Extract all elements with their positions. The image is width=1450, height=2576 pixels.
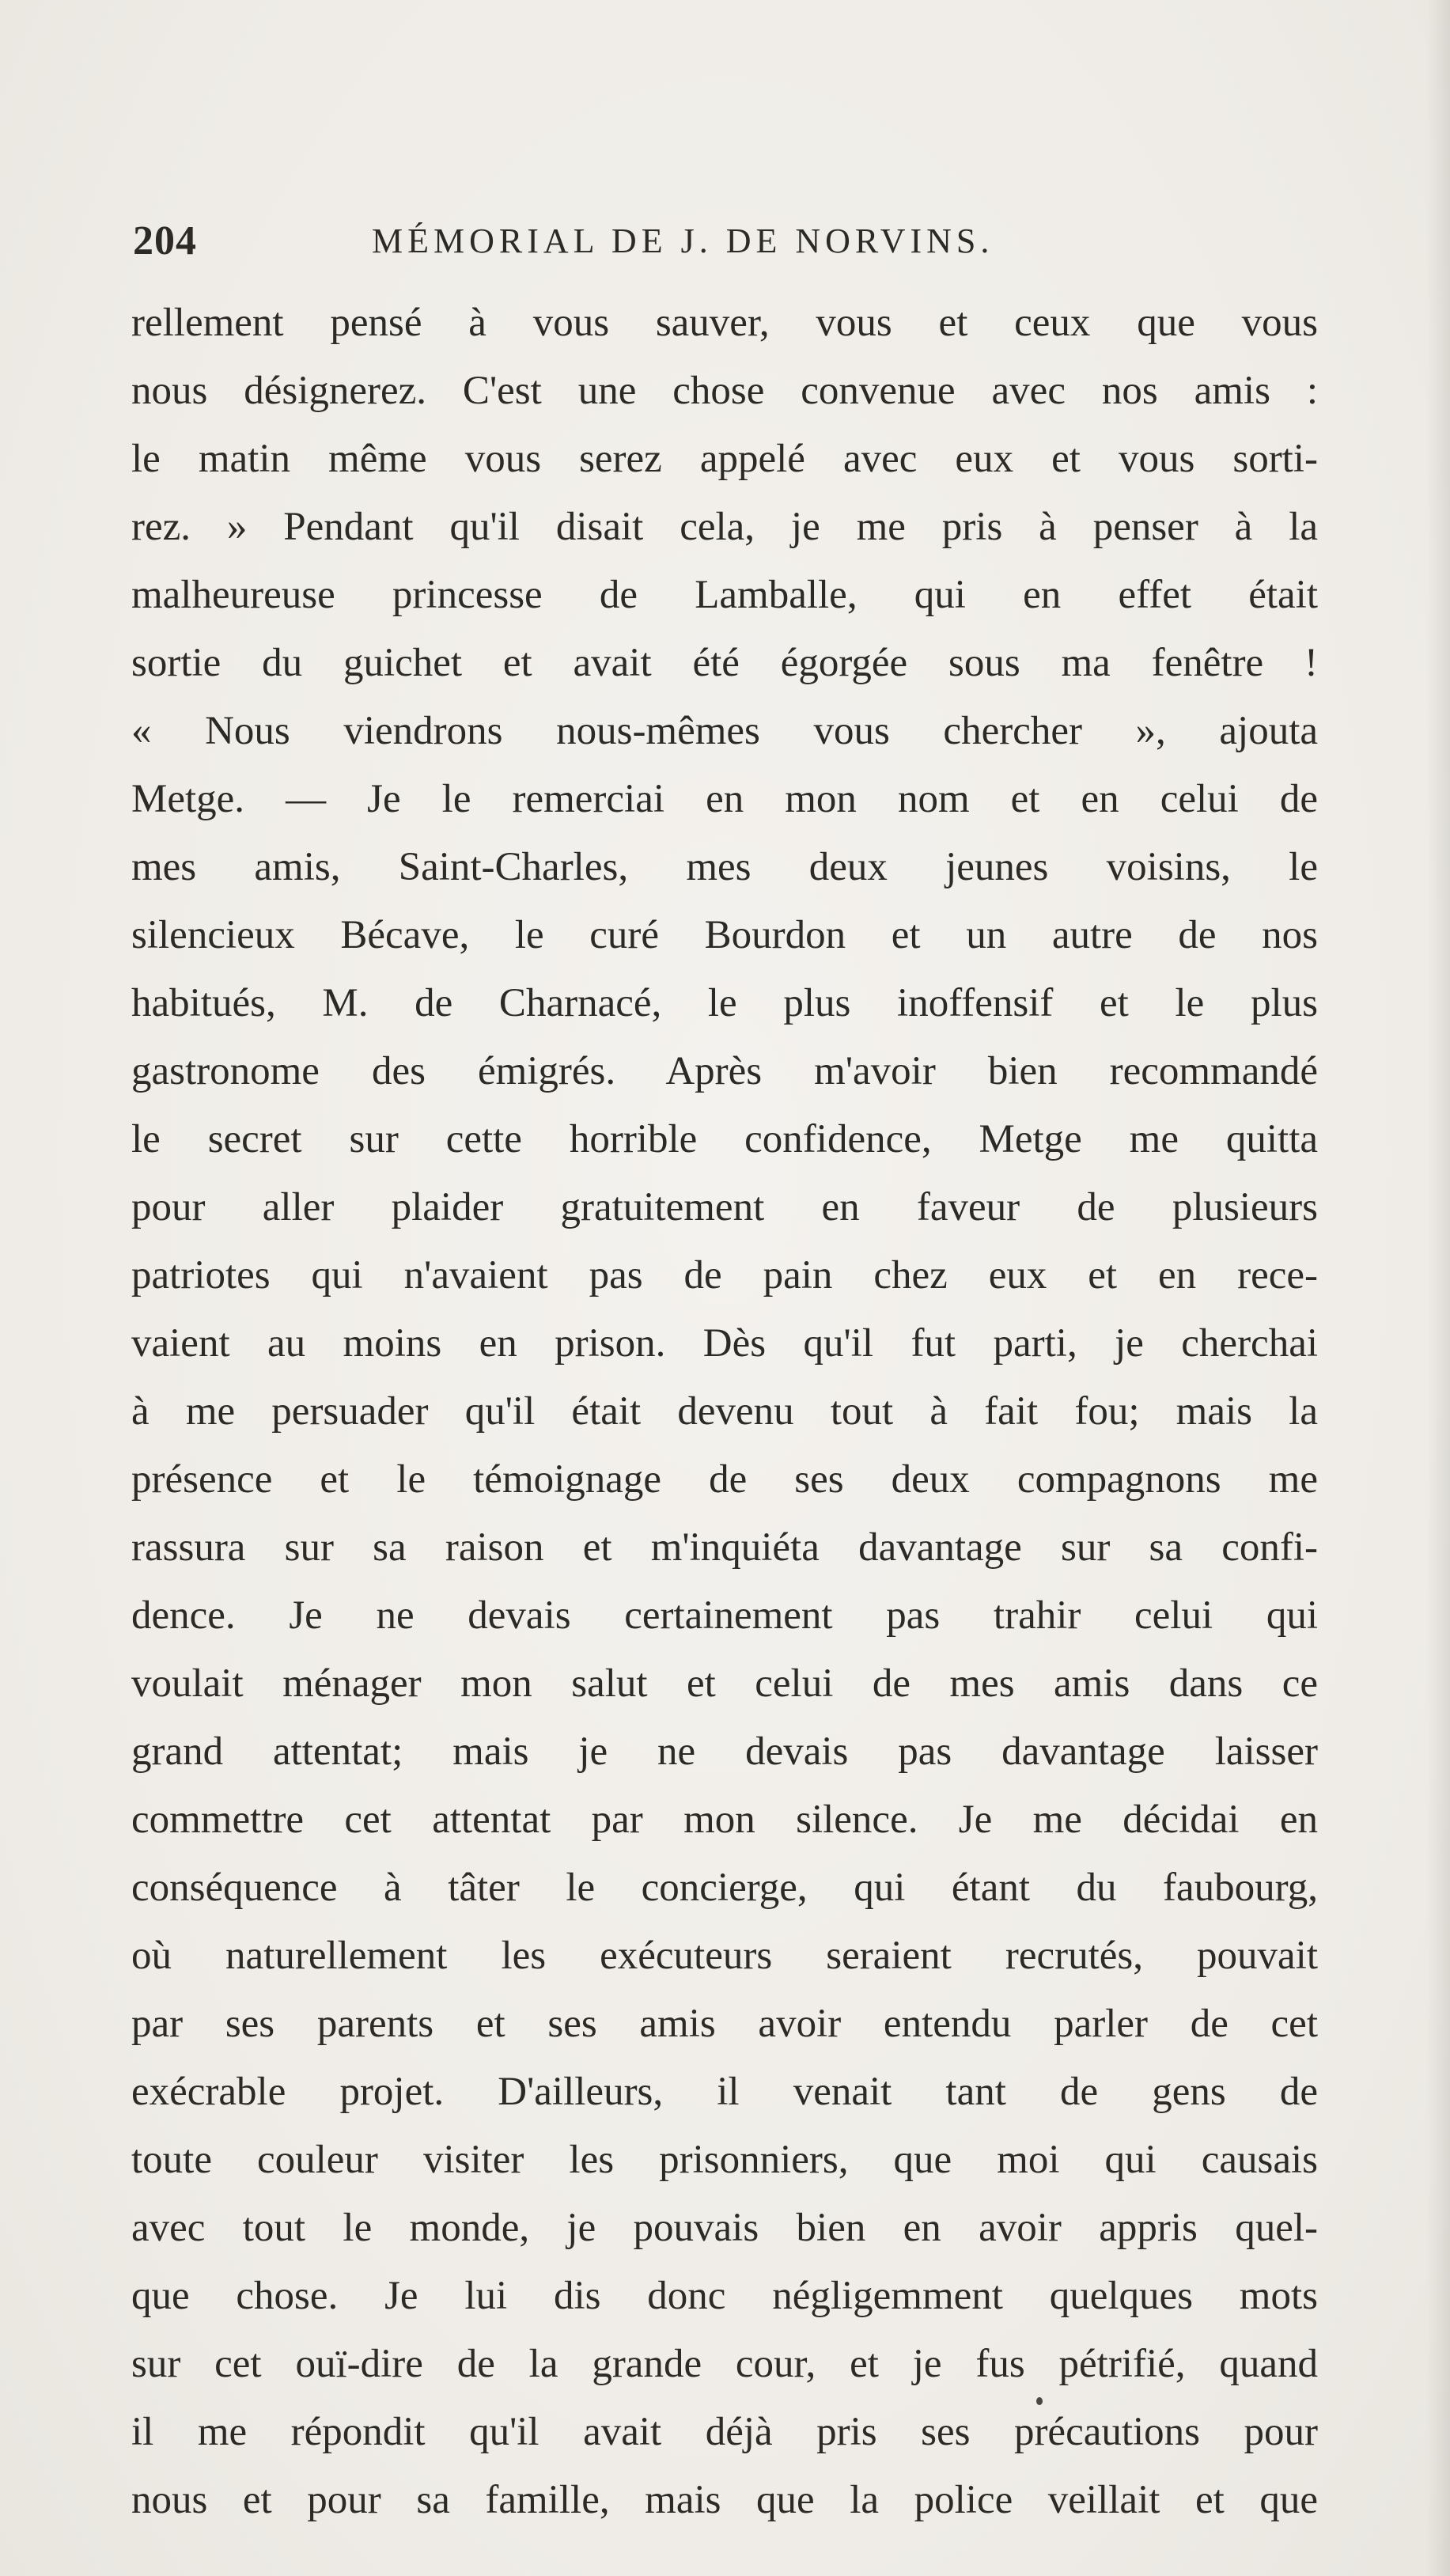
text-line: malheureuse princesse de Lamballe, qui en effet était — [131, 573, 1318, 617]
text-line: où naturellement les exécuteurs seraient recrutés, pouvait — [131, 1934, 1318, 1978]
text-line: pour aller plaider gratuitement en faveur de plusieurs — [131, 1185, 1318, 1229]
text-line: nous désignerez. C'est une chose convenue avec nos amis : — [131, 369, 1318, 413]
text-line: à me persuader qu'il était devenu tout à fait fou; mais la — [131, 1389, 1318, 1434]
text-line: rellement pensé à vous sauver, vous et ceux que vous — [131, 301, 1318, 345]
running-head: MÉMORIAL DE J. DE NORVINS. — [372, 222, 994, 260]
text-line: sortie du guichet et avait été égorgée sous ma fenêtre ! — [131, 641, 1318, 685]
page-header — [133, 214, 1319, 269]
text-line: habitués, M. de Charnacé, le plus inoffensif et le plus — [131, 981, 1318, 1025]
text-line: que chose. Je lui dis donc négligemment quelques mots — [131, 2274, 1318, 2318]
text-line: voulait ménager mon salut et celui de mes amis dans ce — [131, 1661, 1318, 1706]
text-line: mes amis, Saint-Charles, mes deux jeunes voisins, le — [131, 845, 1318, 889]
text-line: grand attentat; mais je ne devais pas davantage laisser — [131, 1729, 1318, 1774]
text-line: rassura sur sa raison et m'inquiéta davantage sur sa confi- — [131, 1525, 1318, 1570]
text-line: présence et le témoignage de ses deux compagnons me — [131, 1457, 1318, 1502]
page-edge-shadow — [1426, 0, 1450, 2576]
text-line: par ses parents et ses amis avoir entendu parler de cet — [131, 2002, 1318, 2046]
page-number: 204 — [133, 218, 197, 263]
text-line: le secret sur cette horrible confidence, Metge me quitta — [131, 1117, 1318, 1161]
text-line: il me répondit qu'il avait déjà pris ses précautions pour — [131, 2410, 1318, 2454]
text-line: nous et pour sa famille, mais que la police veillait et que — [131, 2478, 1318, 2522]
text-line: le matin même vous serez appelé avec eux et vous sorti- — [131, 437, 1318, 481]
text-line: silencieux Bécave, le curé Bourdon et un autre de nos — [131, 913, 1318, 957]
text-line: dence. Je ne devais certainement pas trahir celui qui — [131, 1593, 1318, 1638]
ink-speck — [1036, 2397, 1043, 2405]
text-line: sur cet ouï-dire de la grande cour, et je fus pétrifié, quand — [131, 2342, 1318, 2386]
text-line: patriotes qui n'avaient pas de pain chez eux et en rece- — [131, 1253, 1318, 1297]
body-text — [131, 289, 1318, 2534]
text-line: conséquence à tâter le concierge, qui étant du faubourg, — [131, 1866, 1318, 1910]
text-line: Metge. — Je le remerciai en mon nom et en celui de — [131, 777, 1318, 821]
text-line: gastronome des émigrés. Après m'avoir bien recommandé — [131, 1049, 1318, 1093]
text-line: commettre cet attentat par mon silence. Je me décidai en — [131, 1798, 1318, 1842]
text-line: vaient au moins en prison. Dès qu'il fut parti, je cherchai — [131, 1321, 1318, 1366]
text-line: avec tout le monde, je pouvais bien en avoir appris quel- — [131, 2206, 1318, 2250]
text-line: toute couleur visiter les prisonniers, que moi qui causais — [131, 2138, 1318, 2182]
text-line: exécrable projet. D'ailleurs, il venait tant de gens de — [131, 2070, 1318, 2114]
text-line: rez. » Pendant qu'il disait cela, je me pris à penser à la — [131, 505, 1318, 549]
text-line: « Nous viendrons nous-mêmes vous chercher », ajouta — [131, 709, 1318, 753]
